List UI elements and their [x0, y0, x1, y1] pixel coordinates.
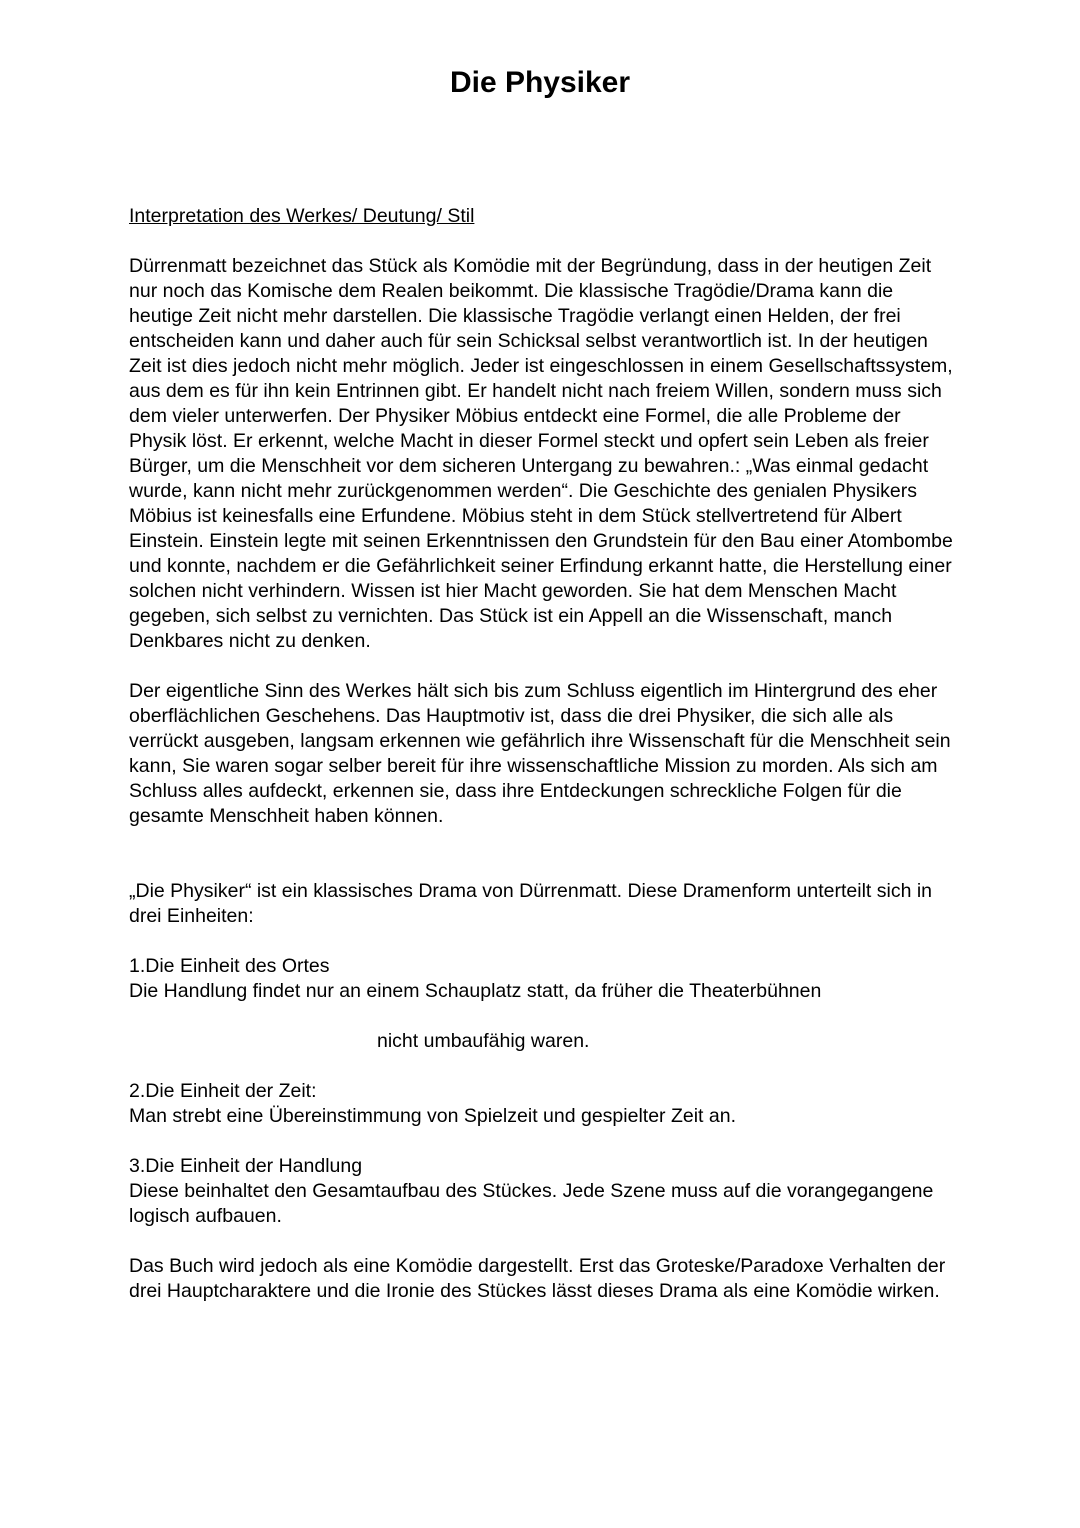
unit-text-place-continuation: nicht umbaufähig waren.: [377, 1030, 590, 1052]
unit-heading-place: 1.Die Einheit des Ortes: [129, 955, 330, 977]
unit-text-time: Man strebt eine Übereinstimmung von Spielzeit und gespielter Zeit an.: [129, 1105, 736, 1127]
spacer: [129, 654, 959, 679]
spacer: [129, 229, 959, 254]
paragraph-meaning: Der eigentliche Sinn des Werkes hält sich bis zum Schluss eigentlich im Hintergrund des eher oberflächlichen Geschehens. Das Hauptmotiv ist, dass die drei Physiker, die sich alle als verrückt ausgeben, langsam erkennen wie gefährlich ihre Wissenschaft für die Menschheit sein kann, Sie waren sogar selber bereit für ihre wissenschaftliche Mission zu morden. Als sich am Schluss alles aufdeckt, erkennen sie, dass ihre Entdeckungen schreckliche Folgen für die gesamte Menschheit haben können.: [129, 680, 951, 827]
spacer: [129, 1129, 959, 1154]
spacer: [129, 1229, 959, 1254]
spacer: [129, 829, 959, 879]
document-body: [129, 204, 959, 1304]
paragraph-drama-form: „Die Physiker“ ist ein klassisches Drama von Dürrenmatt. Diese Dramenform unterteilt sich in drei Einheiten:: [129, 880, 933, 927]
paragraph-interpretation: Dürrenmatt bezeichnet das Stück als Komödie mit der Begründung, dass in der heutigen Zeit nur noch das Komische dem Realen beikommt. Die klassische Tragödie/Drama kann die heutige Zeit nicht mehr darstellen. Die klassische Tragödie verlangt einen Helden, der frei entscheiden kann und daher auch für sein Schicksal selbst verantwortlich ist. In der heutigen Zeit ist dies jedoch nicht mehr möglich. Jeder ist eingeschlossen in einem Gesellschaftssystem, aus dem es für ihn kein Entrinnen gibt. Er handelt nicht nach freiem Willen, sondern muss sich dem vieler unterwerfen. Der Physiker Möbius entdeckt eine Formel, die alle Probleme der Physik löst. Er erkennt, welche Macht in dieser Formel steckt und opfert sein Leben als freier Bürger, um die Menschheit vor dem sicheren Untergang zu bewahren.: „Was einmal gedacht wurde, kann nicht mehr zurückgenommen werden“. Die Geschichte des genialen Physikers Möbius ist keinesfalls eine Erfundene. Möbius steht in dem Stück stellvertretend für Albert Einstein. Einstein legte mit seinen Erkenntnissen den Grundstein für den Bau einer Atombombe und konnte, nachdem er die Gefährlichkeit seiner Erfindung erkannt hatte, die Herstellung einer solchen nicht verhindern. Wissen ist hier Macht geworden. Sie hat dem Menschen Macht gegeben, sich selbst zu vernichten. Das Stück ist ein Appell an die Wissenschaft, manch Denkbares nicht zu denken.: [129, 255, 953, 652]
section-heading: Interpretation des Werkes/ Deutung/ Stil: [129, 205, 475, 227]
unit-heading-action: 3.Die Einheit der Handlung: [129, 1155, 363, 1177]
unit-heading-time: 2.Die Einheit der Zeit:: [129, 1080, 317, 1102]
unit-text-action: Diese beinhaltet den Gesamtaufbau des Stückes. Jede Szene muss auf die vorangegangene logisch aufbauen.: [129, 1180, 934, 1227]
document-title: Die Physiker: [449, 66, 631, 99]
paragraph-closing: Das Buch wird jedoch als eine Komödie dargestellt. Erst das Groteske/Paradoxe Verhalten der drei Hauptcharaktere und die Ironie des Stückes lässt dieses Drama als eine Komödie wirken.: [129, 1255, 946, 1302]
spacer: [129, 929, 959, 954]
unit-text-place: Die Handlung findet nur an einem Schauplatz statt, da früher die Theaterbühnen: [129, 980, 822, 1002]
spacer: [129, 1004, 959, 1029]
spacer: [129, 1054, 959, 1079]
